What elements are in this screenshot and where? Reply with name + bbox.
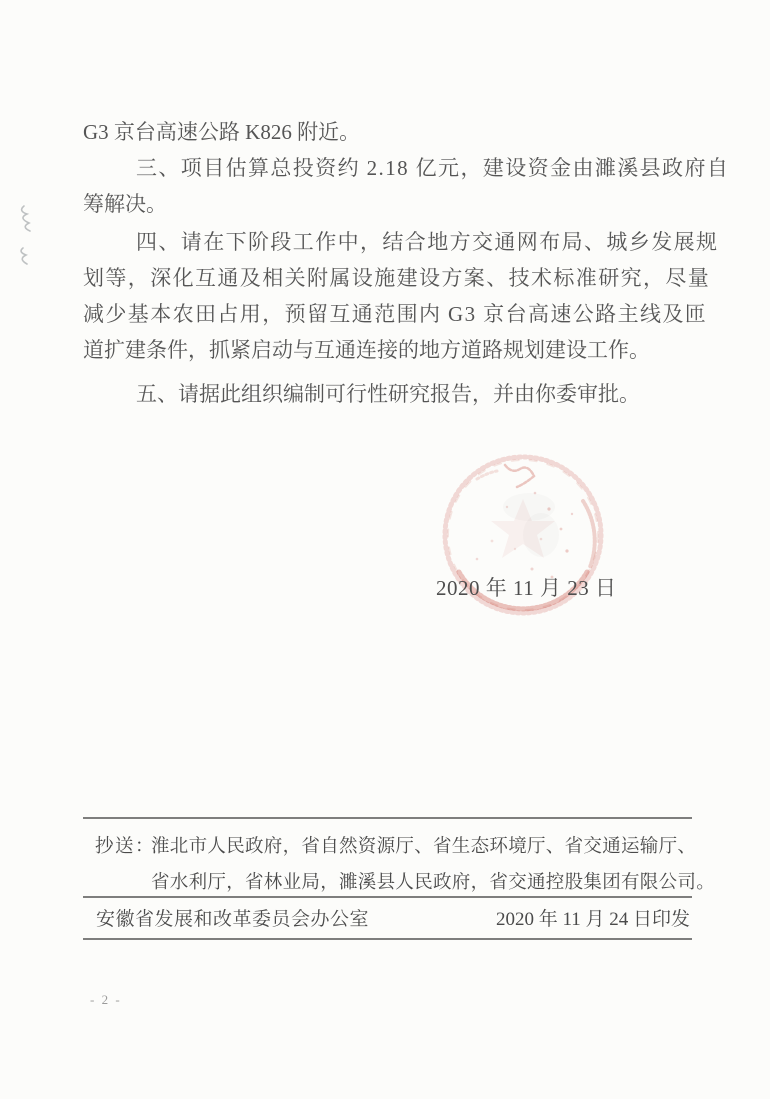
body-line: 减少基本农田占用，预留互通范围内 G3 京台高速公路主线及匝 xyxy=(83,302,708,326)
divider-line xyxy=(83,817,692,819)
cc-label: 抄送： xyxy=(95,837,156,857)
divider-line xyxy=(83,938,692,940)
divider-line xyxy=(83,896,692,898)
cc-recipients-line-2: 省水利厅，省林业局，濉溪县人民政府，省交通控股集团有限公司。 xyxy=(151,873,716,893)
pen-mark-icon xyxy=(12,200,44,272)
issuing-office: 安徽省发展和改革委员会办公室 xyxy=(96,909,370,930)
body-line: 四、请在下阶段工作中，结合地方交通网布局、城乡发展规 xyxy=(136,230,719,254)
document-body xyxy=(83,114,730,412)
body-line: 道扩建条件，抓紧启动与互通连接的地方道路规划建设工作。 xyxy=(83,338,650,362)
body-line: 三、项目估算总投资约 2.18 亿元，建设资金由濉溪县政府自 xyxy=(136,156,730,180)
body-line: 五、请据此组织编制可行性研究报告，并由你委审批。 xyxy=(136,382,640,406)
body-line: 筹解决。 xyxy=(83,192,167,216)
body-line: G3 京台高速公路 K826 附近。 xyxy=(83,120,361,144)
signature-date: 2020 年 11 月 23 日 xyxy=(436,576,617,600)
print-date: 2020 年 11 月 24 日印发 xyxy=(495,909,690,930)
cc-recipients-line-1: 淮北市人民政府，省自然资源厅、省生态环境厅、省交通运输厅、 xyxy=(151,837,697,857)
body-line: 划等，深化互通及相关附属设施建设方案、技术标准研究，尽量 xyxy=(83,266,711,290)
page-number: - 2 - xyxy=(90,992,122,1007)
